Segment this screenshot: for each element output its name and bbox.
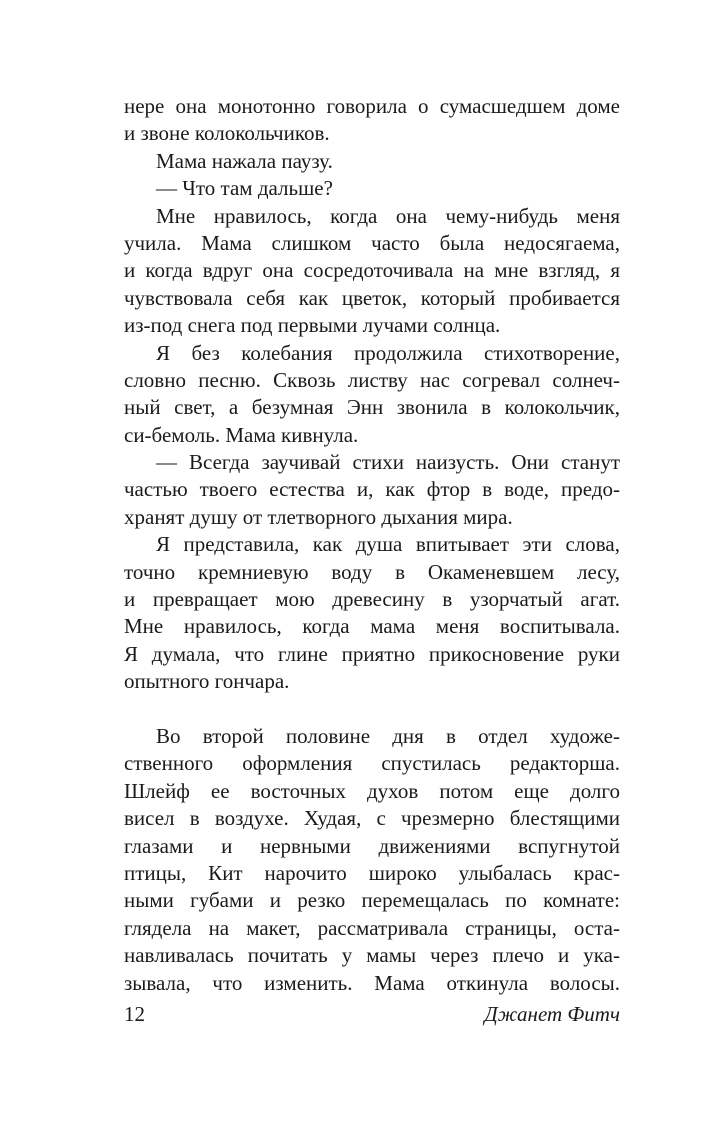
text-line: Мне нравилось, когда она чему-нибудь меня — [156, 203, 620, 228]
text-line: ственного оформления спустилась редакторша. — [124, 751, 620, 776]
text-line: Я без колебания продолжила стихотворение, — [156, 340, 620, 365]
text-line: навливалась почитать у мамы через плечо и ука- — [124, 943, 620, 968]
dialogue-line: — Что там дальше? — [156, 176, 333, 201]
text-line: опытного гончара. — [124, 669, 290, 694]
text-line: из-под снега под первыми лучами солнца. — [124, 313, 501, 338]
text-line: частью твоего естества и, как фтор в воде, предо- — [124, 477, 620, 502]
section-break — [124, 696, 620, 723]
text-line: ный свет, а безумная Энн звонила в колокольчик, — [124, 395, 620, 420]
text-line: си-бемоль. Мама кивнула. — [124, 422, 359, 447]
page-body — [124, 93, 620, 997]
text-line: Я представила, как душа впитывает эти слова, — [156, 532, 620, 557]
text-line: точно кремниевую воду в Окаменевшем лесу, — [124, 559, 620, 584]
page-footer — [124, 1000, 620, 1028]
text-line: глядела на макет, рассматривала страницы, оста- — [124, 915, 620, 940]
text-line: зывала, что изменить. Мама откинула волосы. — [124, 970, 620, 995]
text-line: Я думала, что глине приятно прикосновение руки — [124, 641, 620, 666]
page-number: 12 — [124, 1002, 145, 1026]
text-line: и когда вдруг она сосредоточивала на мне взгляд, я — [124, 258, 620, 283]
text-line: нере она монотонно говорила о сумасшедшем доме — [124, 94, 620, 118]
text-line: Во второй половине дня в отдел художе- — [156, 723, 620, 748]
running-author: Джанет Фитч — [484, 1002, 620, 1026]
text-line: птицы, Кит нарочито широко улыбалась крас- — [124, 860, 620, 885]
dialogue-line: — Всегда заучивай стихи наизусть. Они станут — [156, 450, 620, 475]
text-line: словно песню. Сквозь листву нас согревал солнеч- — [124, 367, 620, 392]
text-line: Шлейф ее восточных духов потом еще долго — [124, 778, 620, 803]
text-line: Мне нравилось, когда мама меня воспитывала. — [124, 614, 620, 639]
text-line: чувствовала себя как цветок, который пробивается — [124, 285, 620, 310]
text-line: и превращает мою древесину в узорчатый агат. — [124, 587, 620, 612]
text-line: Мама нажала паузу. — [156, 148, 333, 173]
text-line: глазами и нервными движениями вспугнутой — [124, 833, 620, 858]
text-line: ными губами и резко перемещалась по комнате: — [124, 888, 620, 913]
text-line: висел в воздухе. Худая, с чрезмерно блестящими — [124, 806, 620, 831]
text-line: учила. Мама слишком часто была недосягаема, — [124, 230, 620, 255]
text-line: и звоне колокольчиков. — [124, 121, 330, 146]
text-line: хранят душу от тлетворного дыхания мира. — [124, 504, 513, 529]
